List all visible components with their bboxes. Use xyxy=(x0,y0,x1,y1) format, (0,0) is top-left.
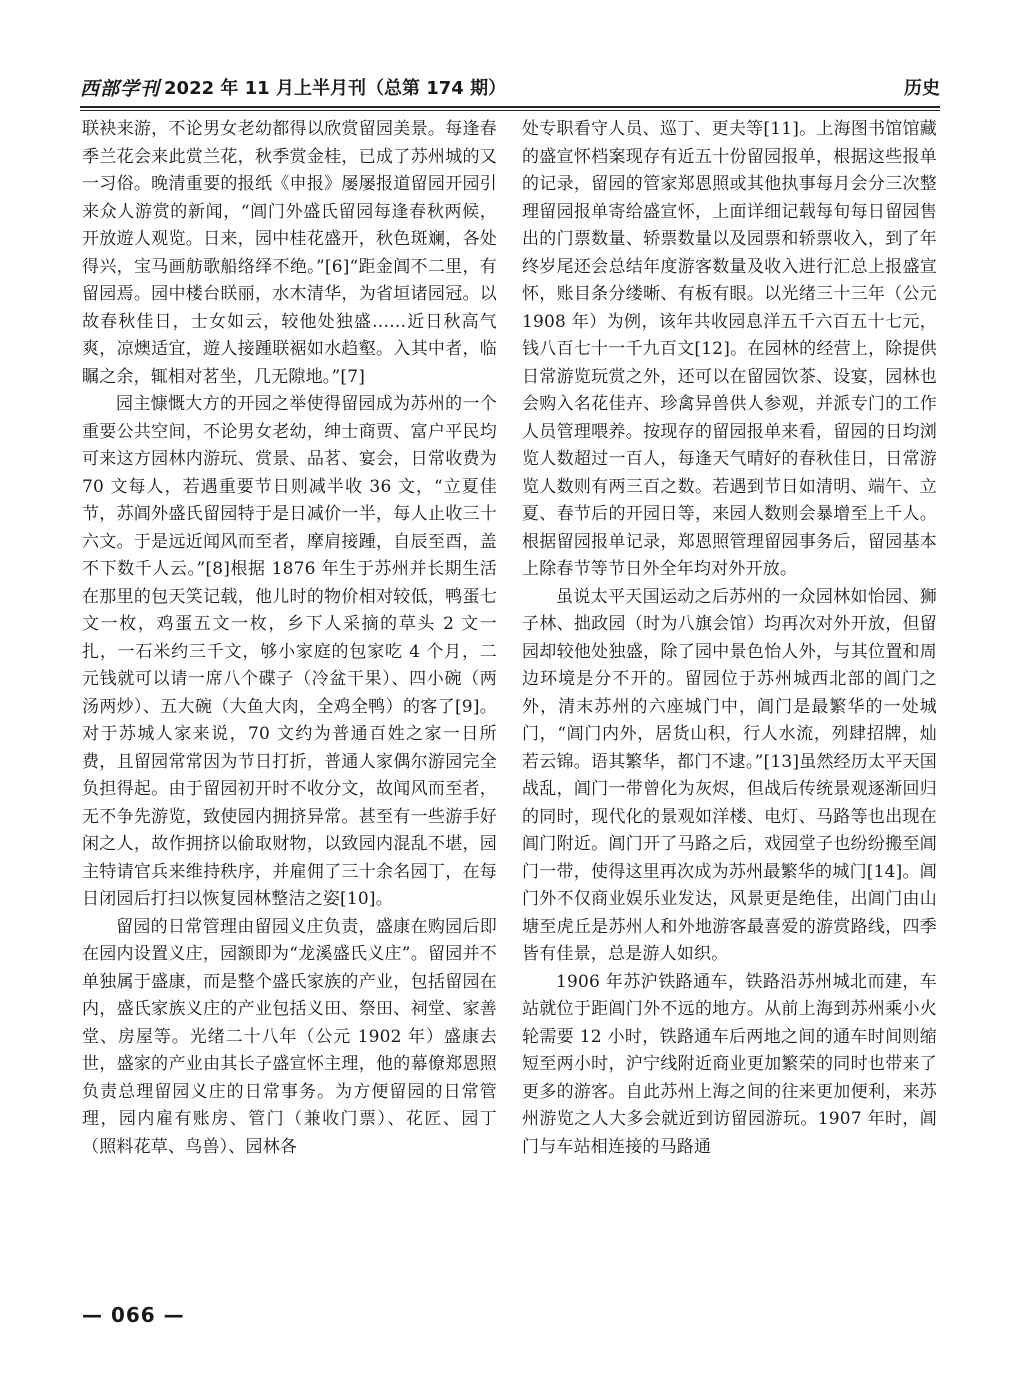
paragraph: 留园的日常管理由留园义庄负责，盛康在购园后即在园内设置义庄，园额即为“龙溪盛氏义庄”。留园并不单独属于盛康，而是整个盛氏家族的产业，包括留园在内，盛氏家族义庄的产业包括义田、祭田、祠堂、家善堂、房屋等。光绪二十八年（公元 1902 年）盛康去世，盛家的产业由其长子盛宣怀主理，他的幕僚郑恩照负责总理留园义庄的日常事务。为方便留园的日常管理，园内雇有账房、管门（兼收门票）、花匠、园丁（照料花草、鸟兽）、园林各 xyxy=(82,916,497,1157)
journal-logo: 西部学刊 xyxy=(80,77,161,100)
issue-info: 2022 年 11 月上半月刊（总第 174 期） xyxy=(164,78,507,99)
page-header xyxy=(80,70,940,104)
left-column xyxy=(82,116,497,1161)
paragraph: 联袂来游，不论男女老幼都得以欣赏留园美景。每逢春季兰花会来此赏兰花，秋季赏金桂，已成了苏州城的又一习俗。晚清重要的报纸《申报》屡屡报道留园开园引来众人游赏的新闻，“阊门外盛氏留园每逢春秋两候，开放遊人观览。日来，园中桂花盛开，秋色斑斓，各处得兴，宝马画舫歌船络绎不绝。”[6]“距金阊不二里，有留园焉。园中楼台眹丽，水木清华，为省垣诸园冠。以故春秋佳日，士女如云，较他处独盛……近日秋高气爽，凉燠适宜，遊人接踵联裾如水趋壑。入其中者，临瞩之余，辄相对茗坐，几无隙地。”[7] xyxy=(82,119,497,387)
header-rule xyxy=(80,106,940,108)
page-number: — 066 — xyxy=(82,1303,185,1327)
paragraph: 1906 年苏沪铁路通车，铁路沿苏州城北而建，车站就位于距阊门外不远的地方。从前上海到苏州乘小火轮需要 12 小时，铁路通车后两地之间的通车时间则缩短至两小时，沪宁线附近商业更加繁荣的同时也带来了更多的游客。自此苏州上海之间的往来更加便利，来苏州游览之人大多会就近到访留园游玩。1907 年时，阊门与车站相连接的马路通 xyxy=(522,971,937,1157)
paragraph: 虽说太平天国运动之后苏州的一众园林如怡园、狮子林、拙政园（时为八旗会馆）均再次对外开放，但留园却较他处独盛，除了园中景色怡人外，与其位置和周边环境是分不开的。留园位于苏州城西北部的阊门之外，清末苏州的六座城门中，阊门是最繁华的一处城门，“阊门内外，居货山积，行人水流，列肆招牌，灿若云锦。语其繁华，都门不逮。”[13]虽然经历太平天国战乱，阊门一带曾化为灰烬，但战后传统景观逐渐回归的同时，现代化的景观如洋楼、电灯、马路等也出现在阊门附近。阊门开了马路之后，戏园堂子也纷纷搬至阊门一带，使得这里再次成为苏州最繁华的城门[14]。阊门外不仅商业娱乐业发达，风景更是绝佳，出阊门由山塘至虎丘是苏州人和外地游客最喜爱的游赏路线，四季皆有佳景，总是游人如织。 xyxy=(522,586,937,964)
section-title: 历史 xyxy=(904,78,940,99)
right-column xyxy=(522,116,937,1161)
header-left xyxy=(80,74,506,101)
paragraph: 园主慷慨大方的开园之举使得留园成为苏州的一个重要公共空间，不论男女老幼，绅士商贾、富户平民均可来这方园林内游玩、赏景、品茗、宴会，日常收费为 70 文每人，若遇重要节日则减半收 36 文，“立夏佳节，苏阊外盛氏留园特于是日减价一半，每人止收三十六文。于是远近闻风而至者，摩肩接踵，自辰至酉，盖不下数千人云。”[8]根据 1876 年生于苏州并长期生活在那里的包天笑记载，他儿时的物价相对较低，鸭蛋七文一枚，鸡蛋五文一枚，乡下人采摘的草头 2 文一扎，一石米约三千文，够小家庭的包家吃 4 个月，二元钱就可以请一席八个碟子（冷盆干果）、四小碗（两汤两炒）、五大碗（大鱼大肉，全鸡全鸭）的客了[9]。对于苏城人家来说，70 文约为普通百姓之家一日所费，且留园常常因为节日打折，普通人家偶尔游园完全负担得起。由于留园初开时不收分文，故闻风而至者，无不争先游览，致使园内拥挤异常。甚至有一些游手好闲之人，故作拥挤以偷取财物，以致园内混乱不堪，园主特请官兵来维持秩序，并雇佣了三十余名园丁，在每日闭园后打扫以恢复园林整洁之姿[10]。 xyxy=(82,394,497,909)
paragraph: 处专职看守人员、巡丁、更夫等[11]。上海图书馆馆藏的盛宣怀档案现存有近五十份留园报单，根据这些报单的记录，留园的管家郑恩照或其他执事每月会分三次整理留园报单寄给盛宣怀，上面详细记载每旬每日留园售出的门票数量、轿票数量以及园票和轿票收入，到了年终岁尾还会总结年度游客数量及收入进行汇总上报盛宣怀，账目条分缕晰、有板有眼。以光绪三十三年（公元 1908 年）为例，该年共收园息洋五千六百五十七元，钱八百七十一千九百文[12]。在园林的经营上，除提供日常游览玩赏之外，还可以在留园饮茶、设宴，园林也会购入名花佳卉、珍禽异兽供人参观，并派专门的工作人员管理喂养。按现存的留园报单来看，留园的日均浏览人数超过一百人，每逢天气晴好的春秋佳日，日常游览人数则有两三百之数。若遇到节日如清明、端午、立夏、春节后的开园日等，来园人数则会暴增至上千人。根据留园报单记录，郑恩照管理留园事务后，留园基本上除春节等节日外全年均对外开放。 xyxy=(522,119,937,579)
header-rule-thin xyxy=(80,110,940,111)
